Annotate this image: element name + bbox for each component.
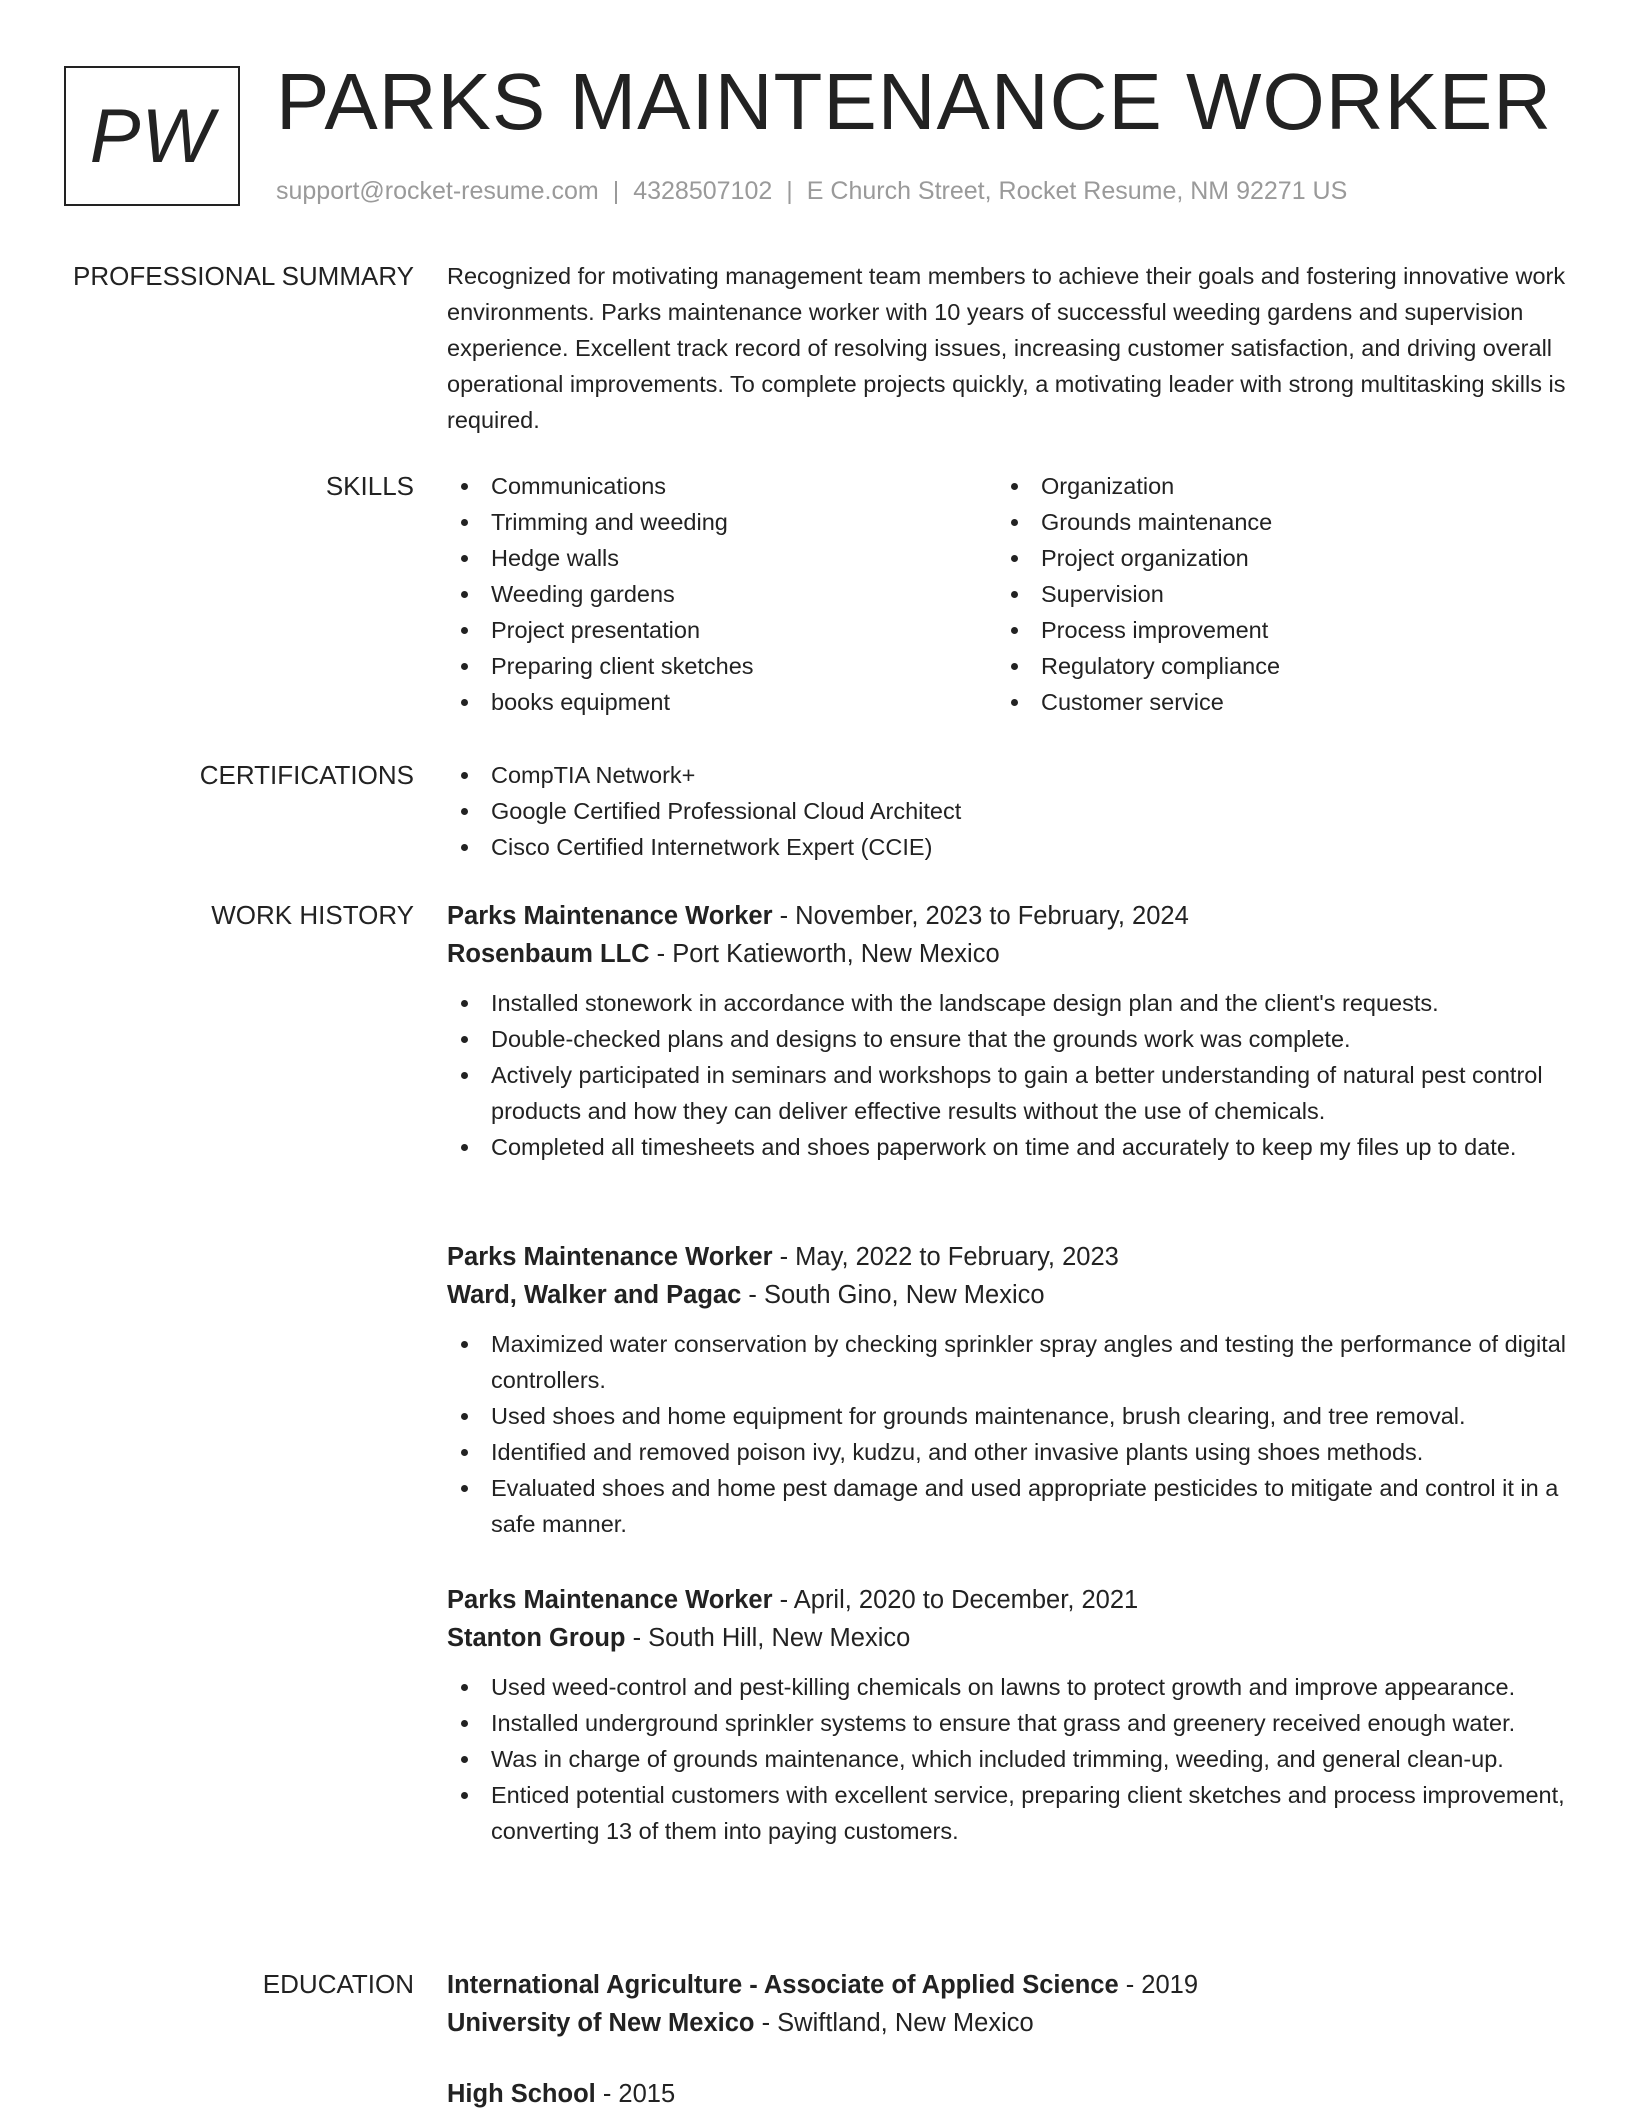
skill-item: Organization [997, 468, 1547, 504]
section-label-education: EDUCATION [262, 1969, 414, 1999]
page-title: PARKS MAINTENANCE WORKER [276, 57, 1552, 146]
job-bullet: Was in charge of grounds maintenance, which included trimming, weeding, and general clean-up. [447, 1741, 1570, 1777]
job-title: Parks Maintenance Worker [447, 902, 773, 930]
section-label-summary: PROFESSIONAL SUMMARY [73, 261, 414, 291]
job-bullet: Used weed-control and pest-killing chemicals on lawns to protect growth and improve appearance. [447, 1669, 1570, 1705]
skill-item: Project organization [997, 540, 1547, 576]
job-title-line [447, 1581, 1570, 1619]
skills-list-right [997, 468, 1547, 720]
job-entry [447, 1581, 1570, 1849]
job-bullet: Actively participated in seminars and workshops to gain a better understanding of natural pest control products and how they can deliver effective results without the use of chemicals. [447, 1057, 1570, 1129]
job-title: Parks Maintenance Worker [447, 1243, 773, 1271]
skill-item: Grounds maintenance [997, 504, 1547, 540]
skills-list-left [447, 468, 997, 720]
job-company-line [447, 935, 1570, 973]
email-link[interactable]: support@rocket-resume.com [276, 177, 599, 205]
section-label-certifications: CERTIFICATIONS [199, 760, 414, 790]
education-degree: International Agriculture - Associate of Applied Science [447, 1971, 1119, 1999]
education-location: - Swiftland, New Mexico [754, 2009, 1034, 2037]
skill-item: Communications [447, 468, 997, 504]
skill-item: Preparing client sketches [447, 648, 997, 684]
certifications-list [447, 757, 1570, 865]
job-bullet: Identified and removed poison ivy, kudzu, and other invasive plants using shoes methods. [447, 1434, 1570, 1470]
job-entry [447, 1238, 1570, 1542]
skill-item: Hedge walls [447, 540, 997, 576]
job-dates: - April, 2020 to December, 2021 [772, 1586, 1139, 1614]
job-company: Rosenbaum LLC [447, 940, 650, 968]
job-dates: - November, 2023 to February, 2024 [772, 902, 1189, 930]
section-label-skills: SKILLS [325, 471, 414, 501]
education-degree-line [447, 1966, 1570, 2004]
job-bullets [447, 1326, 1570, 1542]
skill-item: Project presentation [447, 612, 997, 648]
job-company-line [447, 1619, 1570, 1657]
job-company: Stanton Group [447, 1624, 626, 1652]
education-year: - 2019 [1118, 1971, 1199, 1999]
job-bullet: Installed underground sprinkler systems to ensure that grass and greenery received enough water. [447, 1705, 1570, 1741]
job-bullets [447, 985, 1570, 1165]
skill-item: Trimming and weeding [447, 504, 997, 540]
education-year: - 2015 [595, 2080, 676, 2108]
job-bullet: Used shoes and home equipment for grounds maintenance, brush clearing, and tree removal. [447, 1398, 1570, 1434]
address: E Church Street, Rocket Resume, NM 92271 US [806, 177, 1348, 205]
job-bullet: Installed stonework in accordance with the landscape design plan and the client's requests. [447, 985, 1570, 1021]
education-school: University of New Mexico [447, 2009, 755, 2037]
job-company: Ward, Walker and Pagac [447, 1281, 742, 1309]
skill-item: Supervision [997, 576, 1547, 612]
skill-item: books equipment [447, 684, 997, 720]
certification-item: Google Certified Professional Cloud Architect [447, 793, 1570, 829]
contact-separator: | [786, 177, 793, 205]
education-school-line [447, 2004, 1570, 2042]
job-location: - South Hill, New Mexico [625, 1624, 911, 1652]
summary-text: Recognized for motivating management team members to achieve their goals and fostering innovative work environments. Parks maintenance worker with 10 years of successful weeding gardens and supervision experience. Excellent track record of resolving issues, increasing customer satisfaction, and driving overall operational improvements. To complete projects quickly, a motivating leader with strong multitasking skills is required. [447, 263, 1566, 433]
skill-item: Customer service [997, 684, 1547, 720]
job-location: - Port Katieworth, New Mexico [649, 940, 1000, 968]
education-degree-line [447, 2075, 1570, 2113]
skill-item: Weeding gardens [447, 576, 997, 612]
job-title: Parks Maintenance Worker [447, 1586, 773, 1614]
education-entry [447, 2075, 1570, 2113]
contact-separator: | [612, 177, 620, 205]
job-title-line [447, 1238, 1570, 1276]
job-bullets [447, 1669, 1570, 1849]
section-label-work: WORK HISTORY [211, 900, 414, 930]
job-dates: - May, 2022 to February, 2023 [772, 1243, 1119, 1271]
initials-monogram: PW [64, 66, 240, 206]
education-degree: High School [447, 2080, 596, 2108]
contact-line [276, 176, 1347, 206]
job-company-line [447, 1276, 1570, 1314]
skill-item: Process improvement [997, 612, 1547, 648]
job-title-line [447, 897, 1570, 935]
job-bullet: Maximized water conservation by checking sprinkler spray angles and testing the performance of digital controllers. [447, 1326, 1570, 1398]
education-entry [447, 1966, 1570, 2042]
job-bullet: Enticed potential customers with excellent service, preparing client sketches and process improvement, converting 13 of them into paying customers. [447, 1777, 1570, 1849]
skill-item: Regulatory compliance [997, 648, 1547, 684]
certification-item: CompTIA Network+ [447, 757, 1570, 793]
job-entry [447, 897, 1570, 1165]
phone-number: 4328507102 [633, 177, 773, 205]
job-bullet: Evaluated shoes and home pest damage and used appropriate pesticides to mitigate and control it in a safe manner. [447, 1470, 1570, 1542]
certification-item: Cisco Certified Internetwork Expert (CCIE) [447, 829, 1570, 865]
job-bullet: Completed all timesheets and shoes paperwork on time and accurately to keep my files up to date. [447, 1129, 1570, 1165]
job-location: - South Gino, New Mexico [741, 1281, 1045, 1309]
job-bullet: Double-checked plans and designs to ensure that the grounds work was complete. [447, 1021, 1570, 1057]
